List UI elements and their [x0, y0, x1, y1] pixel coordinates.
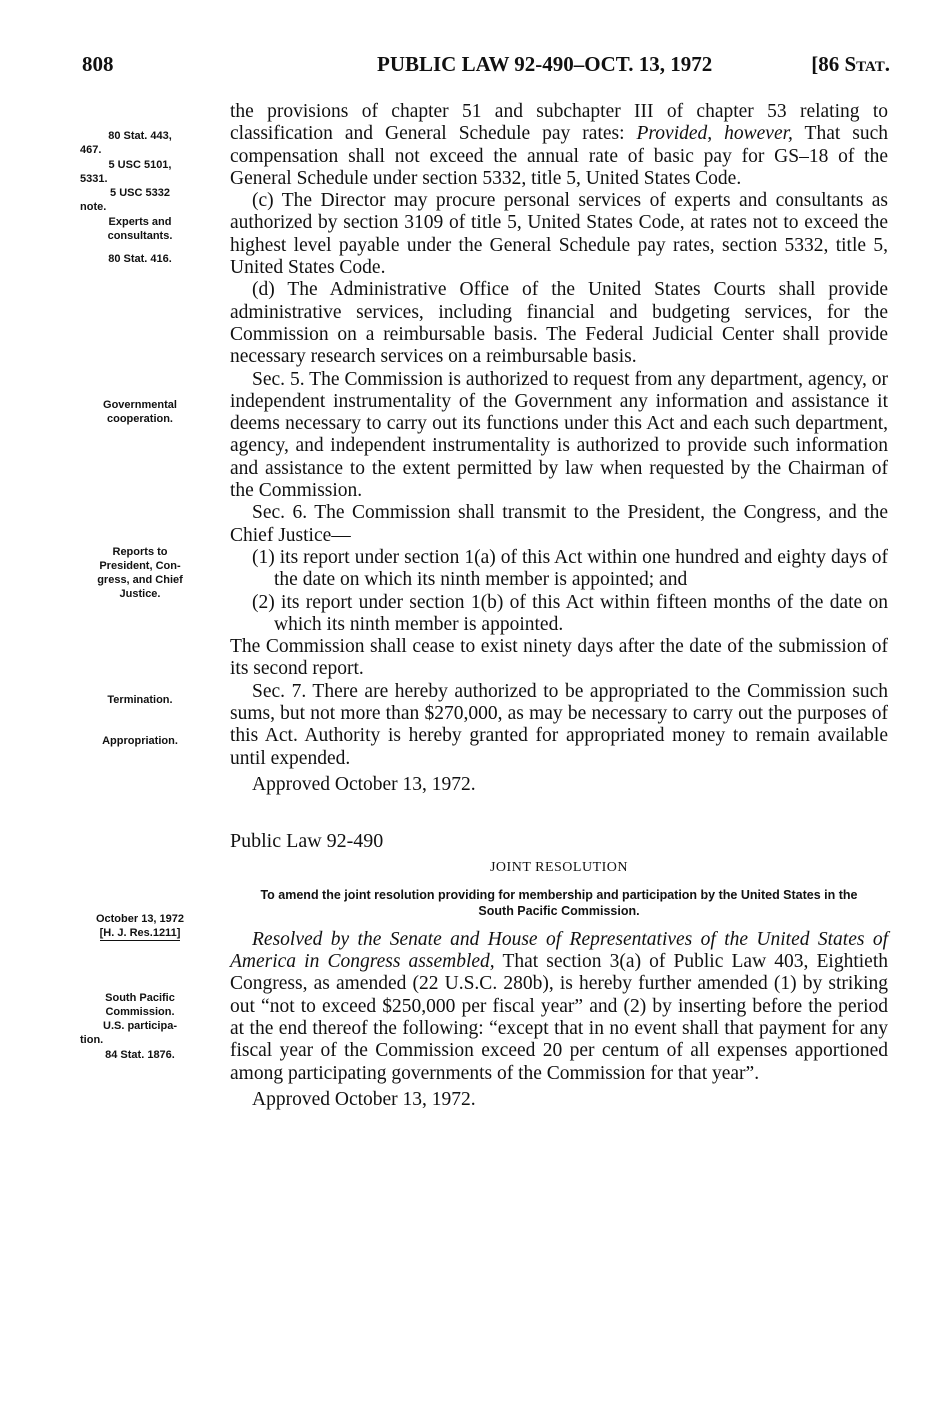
note-usc-5101: 5 USC 5101, — [108, 159, 172, 171]
resolution-text: Resolved by the Senate and House of Representatives of the United States of America in Congress assembled, That section 3(a) of Public Law 403, Eightieth Congress, as amended (22 U.S.C. 280b), is hereby further amended (1) by striking out “not to exceed $250,000 per fiscal year” and (2) by inserting before the period at the end thereof the following: “except that in no event shall that payment for any fiscal year of the Commission exceed 20 per centum of all expenses apportioned among participating governments of the Commission for that year”. — [230, 928, 889, 1084]
note-usc-5101b: 5331. — [80, 173, 108, 185]
note-south-pacific: South Pacific Commission. U.S. participa- tion. — [80, 992, 177, 1046]
resolution-purpose: To amend the joint resolution providing for membership and participation by the United States in the South Pacific Commission. — [260, 887, 858, 918]
section-7: Sec. 7. There are hereby authorized to be appropriated to the Commission such sums, but not more than $270,000, as may be necessary to carry out the purposes of this Act. Authority is hereby granted for appropriated money to remain available until expended. — [230, 680, 888, 769]
section-6: Sec. 6. The Commission shall transmit to the President, the Congress, and the Chief Justice— — [230, 502, 888, 546]
note-stat-443b: 467. — [80, 144, 102, 156]
note-stat-416: 80 Stat. 416. — [108, 253, 172, 265]
joint-resolution-heading: JOINT RESOLUTION — [489, 859, 628, 875]
note-experts: Experts and consultants. — [107, 216, 173, 242]
approved-date-1: Approved October 13, 1972. — [252, 773, 476, 795]
running-title: PUBLIC LAW 92-490–OCT. 13, 1972 — [377, 52, 713, 76]
section-5: Sec. 5. The Commission is authorized to request from any department, agency, or independent instrumentality of the Government any information and assistance it deems necessary to carry out its functions under this Act and each such department, agency, and independent instrumentality is authorized to provide such information and assistance to the extent permitted by law when requested by the Chairman of the Commission. — [230, 368, 888, 502]
note-usc-5332: 5 USC 5332 — [110, 187, 170, 199]
note-stat-1876: 84 Stat. 1876. — [105, 1049, 175, 1061]
paragraph-pay-rates: the provisions of chapter 51 and subchapter III of chapter 53 relating to classification and General Schedule pay rates: Provided, however, That such compensation shall not exceed the annual rate of basic pay for GS–18 of the General Schedule under section 5332, title 5, United States Code. — [230, 101, 889, 189]
approved-date-2: Approved October 13, 1972. — [252, 1088, 476, 1110]
stat-reference: [86 Stat. — [811, 52, 890, 76]
page-number: 808 — [82, 52, 114, 76]
page-header — [82, 52, 890, 88]
section-6-item-1: (1) its report under section 1(a) of this Act within one hundred and eighty days of the date on which its ninth member is appointed; and — [252, 546, 888, 591]
document-body — [230, 101, 888, 1111]
note-date: October 13, 1972 [H. J. Res.1211] — [95, 913, 185, 939]
note-governmental-cooperation: Governmental cooperation. — [103, 399, 177, 425]
note-appropriation: Appropriation. — [102, 735, 178, 747]
note-hj-res: [H. J. Res.1211] — [99, 927, 181, 939]
note-stat-443: 80 Stat. 443, — [108, 130, 172, 142]
note-usc-5332b: note. — [80, 201, 107, 213]
note-reports: Reports to President, Con- gress, and Chief Justice. — [97, 546, 183, 600]
section-6-item-2: (2) its report under section 1(b) of this Act within fifteen months of the date on which its ninth member is appointed. — [252, 591, 888, 635]
paragraph-admin-office: (d) The Administrative Office of the United States Courts shall provide administrative services, including financial and budgeting services, for the Commission on a reimbursable basis. The Federal Judicial Center shall provide necessary research services on a reimbursable basis. — [230, 279, 888, 368]
termination-text: The Commission shall cease to exist ninety days after the date of the submission of its second report. — [230, 636, 888, 680]
note-termination: Termination. — [107, 694, 173, 706]
public-law-title: Public Law 92-490 — [230, 830, 384, 853]
paragraph-experts: (c) The Director may procure personal services of experts and consultants as authorized by section 3109 of title 5, United States Code, at rates not to exceed the highest level payable under the General Schedule pay rates, section 5332, title 5, United States Code. — [230, 190, 888, 279]
